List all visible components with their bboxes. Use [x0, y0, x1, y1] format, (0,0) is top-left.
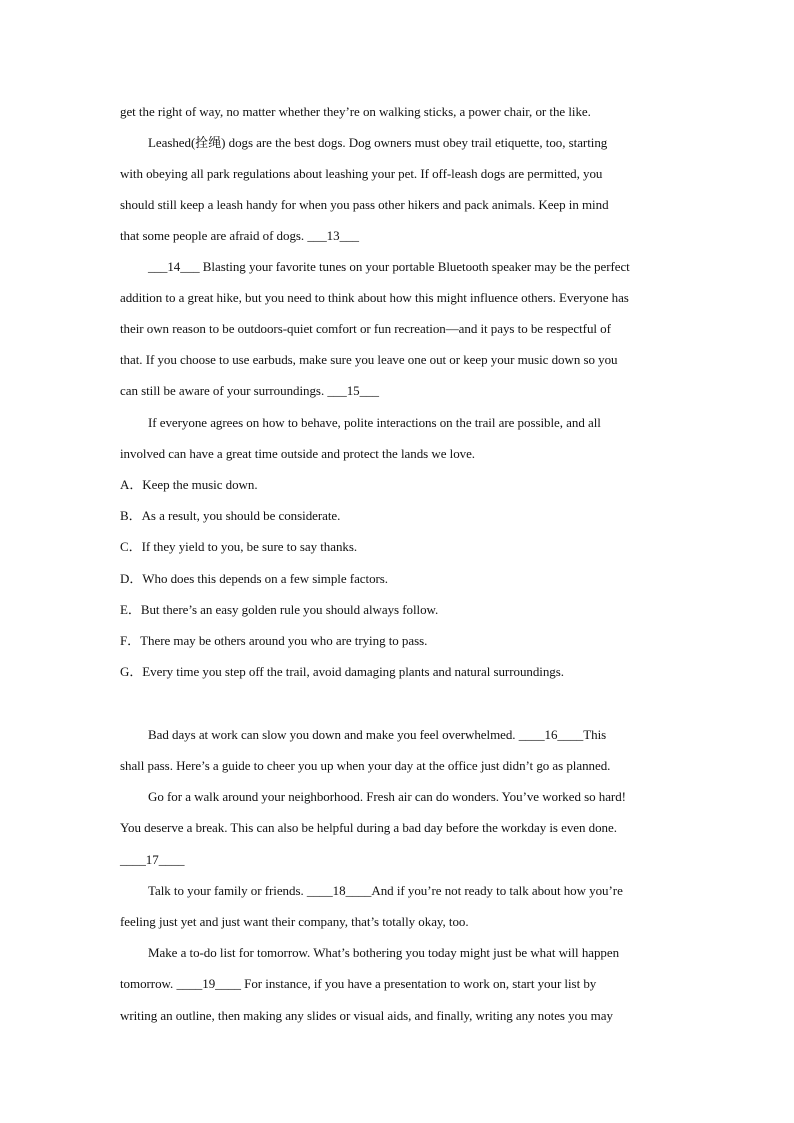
line-text: Bad days at work can slow you down and make you feel overwhelmed. — [148, 727, 519, 742]
text-line: feeling just yet and just want their company, that’s totally okay, too. — [120, 914, 469, 929]
option-e: E．But there’s an easy golden rule you should always follow. — [120, 602, 439, 617]
text-line — [120, 228, 680, 244]
text-line: involved can have a great time outside and protect the lands we love. — [120, 446, 476, 461]
text-line: shall pass. Here’s a guide to cheer you up when your day at the office just didn’t go as planned. — [120, 758, 611, 773]
option-b: B．As a result, you should be considerate. — [120, 508, 341, 523]
text-line — [148, 727, 708, 743]
blank-19: ____19____ — [176, 976, 241, 991]
line-text: For instance, if you have a presentation to work on, start your list by — [240, 976, 597, 991]
text-line: Go for a walk around your neighborhood. Fresh air can do wonders. You’ve worked so hard! — [148, 789, 626, 804]
option-f: F．There may be others around you who are trying to pass. — [120, 633, 428, 648]
text-line: Leashed(拴绳) dogs are the best dogs. Dog owners must obey trail etiquette, too, starting — [148, 135, 608, 150]
blank-15: ___15___ — [327, 383, 379, 398]
text-line — [148, 259, 708, 275]
option-c: C．If they yield to you, be sure to say thanks. — [120, 539, 358, 554]
blank-13: ___13___ — [307, 228, 359, 243]
line-text: that some people are afraid of dogs. — [120, 228, 308, 243]
option-a: A．Keep the music down. — [120, 477, 258, 492]
blank-14: ___14___ — [148, 259, 200, 274]
line-text: This — [583, 727, 607, 742]
text-line: If everyone agrees on how to behave, polite interactions on the trail are possible, and all — [148, 415, 601, 430]
text-line: Make a to-do list for tomorrow. What’s bothering you today might just be what will happen — [148, 945, 620, 960]
text-line: with obeying all park regulations about leashing your pet. If off-leash dogs are permitted, you — [120, 166, 603, 181]
line-text: And if you’re not ready to talk about how you’re — [371, 883, 623, 898]
blank-18: ____18____ — [306, 883, 372, 898]
line-text: Talk to your family or friends. — [148, 883, 307, 898]
text-line: writing an outline, then making any slides or visual aids, and finally, writing any notes you may — [120, 1008, 613, 1023]
line-text: can still be aware of your surroundings. — [120, 383, 328, 398]
blank-16: ____16____ — [518, 727, 584, 742]
blank-17: ____17____ — [120, 852, 185, 867]
text-line — [120, 383, 680, 399]
line-text: tomorrow. — [120, 976, 177, 991]
text-line: their own reason to be outdoors-quiet comfort or fun recreation—and it pays to be respectful of — [120, 321, 611, 336]
text-line — [148, 883, 708, 899]
option-d: D．Who does this depends on a few simple factors. — [120, 571, 389, 586]
text-line: addition to a great hike, but you need to think about how this might influence others. Everyone has — [120, 290, 629, 305]
option-g: G．Every time you step off the trail, avoid damaging plants and natural surroundings. — [120, 664, 564, 679]
text-line: get the right of way, no matter whether they’re on walking sticks, a power chair, or the like. — [120, 104, 591, 119]
text-line: that. If you choose to use earbuds, make sure you leave one out or keep your music down so you — [120, 352, 618, 367]
text-line: should still keep a leash handy for when you pass other hikers and pack animals. Keep in mind — [120, 197, 609, 212]
text-line: You deserve a break. This can also be helpful during a bad day before the workday is even done. — [120, 820, 617, 835]
text-line — [120, 976, 680, 992]
line-text: Blasting your favorite tunes on your portable Bluetooth speaker may be the perfect — [199, 259, 630, 274]
